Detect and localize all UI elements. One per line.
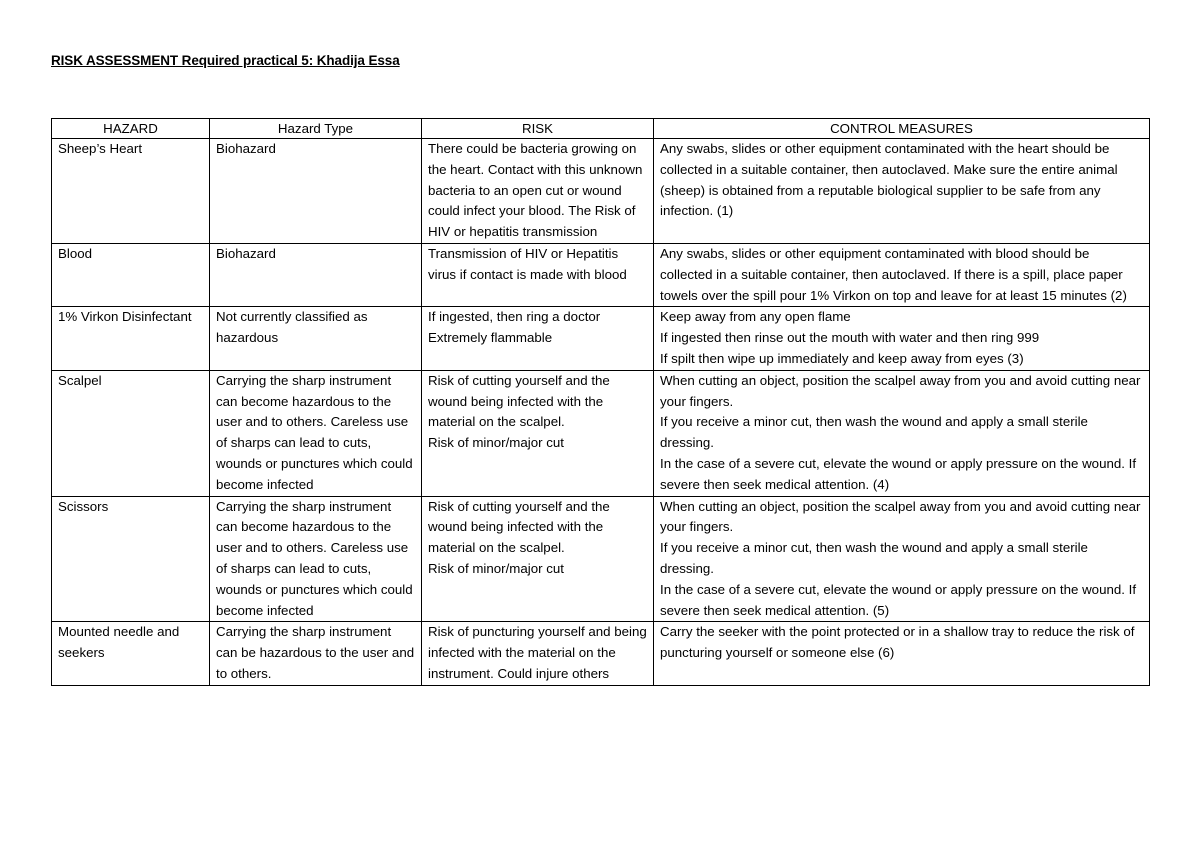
risk-cell [422, 496, 654, 622]
control-measures-cell: Any swabs, slides or other equipment contaminated with blood should be collected in a suitable container, then autoclaved. If there is a spill, place paper towels over the spill pour 1% Virkon on top and leave for at least 15 minutes (2) [654, 243, 1150, 306]
document-title: RISK ASSESSMENT Required practical 5: Khadija Essa [51, 53, 400, 68]
header-risk: RISK [422, 119, 654, 139]
hazard-cell: Mounted needle and seekers [52, 622, 210, 685]
hazard-type-cell: Carrying the sharp instrument can become hazardous to the user and to others. Careless use of sharps can lead to cuts, wounds or punctures which could become infected [210, 496, 422, 622]
hazard-type-cell: Not currently classified as hazardous [210, 307, 422, 370]
header-hazard: HAZARD [52, 119, 210, 139]
hazard-cell: Scalpel [52, 370, 210, 496]
risk-line: If ingested, then ring a doctor [428, 309, 601, 325]
risk-cell: There could be bacteria growing on the heart. Contact with this unknown bacteria to an open cut or wound could infect your blood. The Risk of HIV or hepatitis transmission [422, 139, 654, 244]
hazard-type-cell: Biohazard [210, 243, 422, 306]
hazard-type-cell: Carrying the sharp instrument can become hazardous to the user and to others. Careless use of sharps can lead to cuts, wounds or punctures which could become infected [210, 370, 422, 496]
risk-line: Risk of cutting yourself and the wound being infected with the material on the scalpel. [428, 372, 614, 430]
risk-cell: Risk of puncturing yourself and being infected with the material on the instrument. Could injure others [422, 622, 654, 685]
hazard-type-cell: Carrying the sharp instrument can be hazardous to the user and to others. [210, 622, 422, 685]
control-measures-cell: Carry the seeker with the point protected or in a shallow tray to reduce the risk of puncturing yourself or someone else (6) [654, 622, 1150, 685]
risk-line: Risk of minor/major cut [428, 435, 564, 451]
hazard-type-cell: Biohazard [210, 139, 422, 244]
control-measures-cell [654, 307, 1150, 370]
table-row [52, 307, 1150, 370]
risk-line: Risk of minor/major cut [428, 560, 564, 576]
table-row [52, 622, 1150, 685]
header-hazard-type: Hazard Type [210, 119, 422, 139]
table-header-row [52, 119, 1150, 139]
risk-assessment-table [51, 118, 1150, 686]
risk-line: Extremely flammable [428, 330, 553, 346]
control-measures-cell: Any swabs, slides or other equipment contaminated with the heart should be collected in a suitable container, then autoclaved. Make sure the entire animal (sheep) is obtained from a reputable biological supplier to be safe from any infection. (1) [654, 139, 1150, 244]
table-row [52, 370, 1150, 496]
control-line: Keep away from any open flame [660, 309, 851, 325]
table-row [52, 139, 1150, 244]
control-line: When cutting an object, position the scalpel away from you and avoid cutting near your fingers. [660, 372, 1145, 409]
control-measures-cell [654, 496, 1150, 622]
hazard-cell: Sheep’s Heart [52, 139, 210, 244]
header-control-measures: CONTROL MEASURES [654, 119, 1150, 139]
table-row [52, 243, 1150, 306]
hazard-cell: Scissors [52, 496, 210, 622]
control-line: In the case of a severe cut, elevate the wound or apply pressure on the wound. If severe then seek medical attention. (4) [660, 455, 1140, 492]
table-row [52, 496, 1150, 622]
hazard-cell: Blood [52, 243, 210, 306]
control-line: If ingested then rinse out the mouth with water and then ring 999 [660, 330, 1040, 346]
control-line: When cutting an object, position the scalpel away from you and avoid cutting near your fingers. [660, 498, 1145, 535]
risk-line: Risk of cutting yourself and the wound being infected with the material on the scalpel. [428, 498, 614, 556]
control-line: In the case of a severe cut, elevate the wound or apply pressure on the wound. If severe then seek medical attention. (5) [660, 581, 1140, 618]
risk-cell [422, 307, 654, 370]
hazard-cell: 1% Virkon Disinfectant [52, 307, 210, 370]
control-measures-cell [654, 370, 1150, 496]
risk-cell [422, 370, 654, 496]
risk-cell: Transmission of HIV or Hepatitis virus if contact is made with blood [422, 243, 654, 306]
control-line: If spilt then wipe up immediately and keep away from eyes (3) [660, 350, 1024, 366]
control-line: If you receive a minor cut, then wash the wound and apply a small sterile dressing. [660, 540, 1092, 576]
control-line: If you receive a minor cut, then wash the wound and apply a small sterile dressing. [660, 414, 1092, 451]
